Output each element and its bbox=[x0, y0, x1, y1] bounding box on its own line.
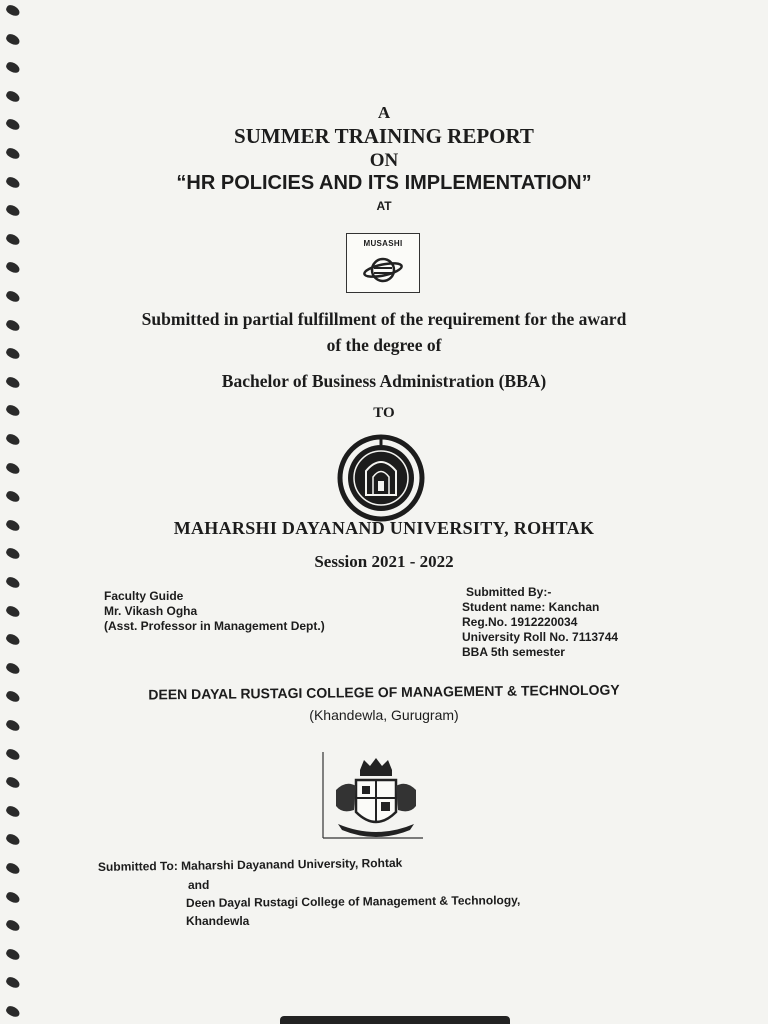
binding-hole bbox=[5, 747, 22, 762]
binding-hole bbox=[5, 632, 22, 647]
bottom-edge-shadow bbox=[280, 1016, 510, 1024]
binding-hole bbox=[5, 833, 22, 848]
binding-hole bbox=[5, 1004, 22, 1019]
session: Session 2021 - 2022 bbox=[314, 552, 454, 571]
binding-hole bbox=[5, 232, 22, 247]
college-name: DEEN DAYAL RUSTAGI COLLEGE OF MANAGEMENT & TECHNOLOGY bbox=[148, 681, 620, 703]
musashi-emblem-icon bbox=[347, 250, 419, 290]
company-logo bbox=[346, 233, 420, 293]
student-roll-no: University Roll No. 7113744 bbox=[462, 630, 619, 644]
binding-hole bbox=[5, 32, 22, 47]
binding-hole bbox=[5, 261, 22, 276]
binding-hole bbox=[5, 489, 22, 504]
binding-hole bbox=[5, 947, 22, 962]
binding-hole bbox=[5, 461, 22, 476]
faculty-guide-block bbox=[104, 589, 325, 634]
binding-hole bbox=[5, 89, 22, 104]
binding-hole bbox=[5, 890, 22, 905]
binding-hole bbox=[5, 918, 22, 933]
degree-name: Bachelor of Business Administration (BBA) bbox=[221, 371, 547, 391]
faculty-heading: Faculty Guide bbox=[104, 589, 184, 603]
binding-hole bbox=[5, 575, 22, 590]
binding-hole bbox=[5, 3, 22, 18]
report-title: SUMMER TRAINING REPORT bbox=[234, 124, 534, 148]
submitted-by-heading: Submitted By:- bbox=[466, 585, 552, 599]
binding-hole bbox=[5, 861, 22, 876]
submission-line-2: of the degree of bbox=[326, 335, 442, 355]
submitted-to-block bbox=[97, 855, 521, 930]
submission-line-1: Submitted in partial fulfillment of the requirement for the award bbox=[141, 309, 627, 329]
binding-hole bbox=[5, 661, 22, 676]
student-semester: BBA 5th semester bbox=[462, 645, 565, 659]
report-line-a: A bbox=[377, 103, 391, 122]
university-seal-icon bbox=[336, 433, 426, 523]
binding-hole bbox=[5, 804, 22, 819]
university-name: MAHARSHI DAYANAND UNIVERSITY, ROHTAK bbox=[173, 518, 595, 538]
binding-hole bbox=[5, 432, 22, 447]
company-logo-text: MUSASHI bbox=[363, 239, 403, 248]
student-name: Student name: Kanchan bbox=[462, 600, 600, 614]
submitted-to-line-2: and bbox=[188, 878, 210, 892]
binding-hole bbox=[5, 775, 22, 790]
submitted-to-line-1: Submitted To: Maharshi Dayanand University, Rohtak bbox=[97, 855, 403, 874]
faculty-name: Mr. Vikash Ogha bbox=[104, 604, 198, 618]
submitted-to-line-4: Khandewla bbox=[186, 914, 250, 928]
binding-hole bbox=[5, 289, 22, 304]
college-location: (Khandewla, Gurugram) bbox=[309, 707, 459, 723]
binding-hole bbox=[5, 604, 22, 619]
submission-to: TO bbox=[373, 405, 395, 421]
binding-hole bbox=[5, 60, 22, 75]
report-topic: “HR POLICIES AND ITS IMPLEMENTATION” bbox=[176, 172, 592, 194]
submitted-to-line-3: Deen Dayal Rustagi College of Management & Technology, bbox=[185, 893, 521, 910]
report-line-at: AT bbox=[376, 199, 392, 213]
college-crest-icon bbox=[318, 750, 428, 845]
faculty-designation: (Asst. Professor in Management Dept.) bbox=[104, 619, 325, 633]
binding-hole bbox=[5, 976, 22, 991]
submitted-by-block bbox=[462, 585, 618, 660]
student-reg-no: Reg.No. 1912220034 bbox=[462, 615, 578, 629]
report-line-on: ON bbox=[369, 150, 399, 171]
